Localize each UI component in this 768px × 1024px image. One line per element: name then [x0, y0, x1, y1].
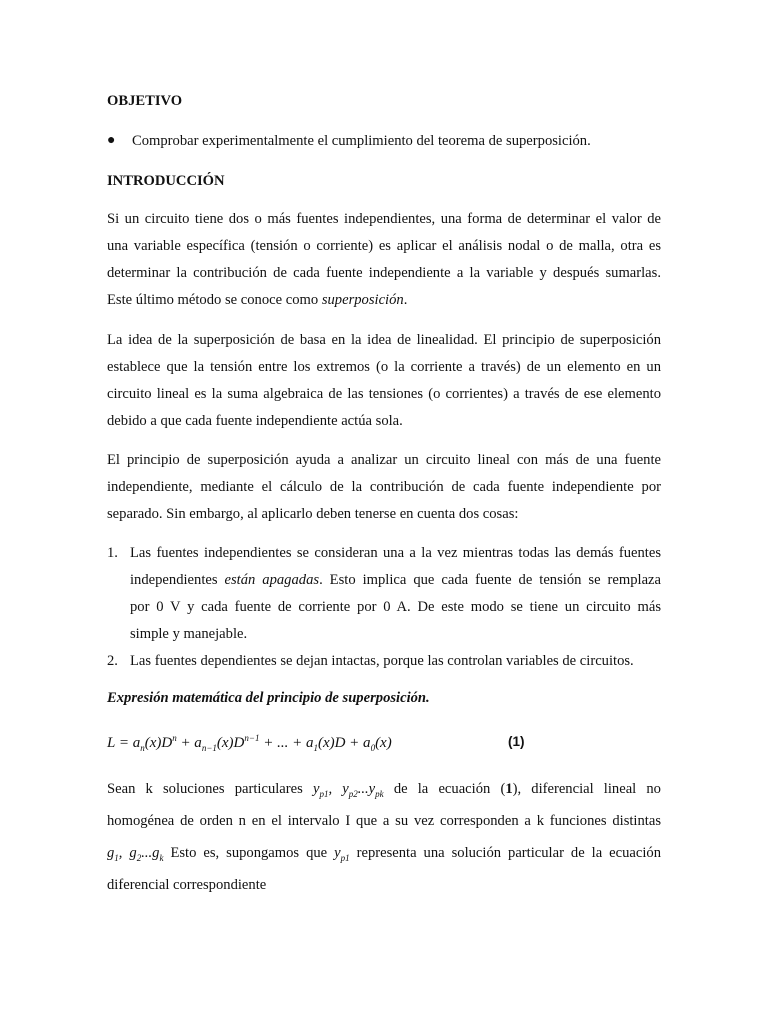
objetivo-heading: OBJETIVO	[107, 93, 183, 109]
text-run: de la ecuación (	[393, 781, 506, 797]
list-line	[130, 567, 661, 594]
list-number: 1.	[107, 545, 118, 561]
emphasis-superposicion: superposición	[321, 292, 404, 308]
paragraph-line: una variable específica (tensión o corriente) es aplicar el análisis nodal o de malla, otra es	[107, 238, 661, 254]
list-line: por 0 V y cada fuente de corriente por 0 A. De este modo se tiene un circuito más	[130, 599, 661, 615]
list-number: 2.	[107, 653, 118, 669]
paragraph-line: Si un circuito tiene dos o más fuentes independientes, una forma de determinar el valor de	[107, 211, 661, 227]
objetivo-bullet-text: Comprobar experimentalmente el cumplimiento del teorema de superposición.	[132, 133, 591, 149]
paragraph-line	[107, 773, 661, 805]
paragraph-line: El principio de superposición ayuda a analizar un circuito lineal con más de una fuente	[107, 452, 661, 468]
bullet-icon: ●	[107, 133, 116, 148]
math-ypk: $y_{p1}$, $y_{p2}...y_{pk}$	[312, 781, 384, 799]
paragraph-line: La idea de la superposición de basa en la idea de linealidad. El principio de superposición	[107, 332, 661, 348]
paragraph-line: diferencial correspondiente	[107, 877, 267, 893]
paragraph-line: independiente, mediante el cálculo de la contribución de cada fuente independiente por	[107, 479, 661, 495]
text-run: representa una solución particular de la ecuación	[356, 845, 662, 861]
text-run: Este último método se conoce como	[107, 292, 322, 308]
paragraph-line	[107, 287, 661, 314]
paragraph-line: circuito lineal es la suma algebraica de las tensiones (o corrientes) a través de ese elemento	[107, 386, 661, 402]
expresion-subtitle: Expresión matemática del principio de superposición.	[107, 690, 430, 706]
paragraph-line: debido a que cada fuente independiente actúa sola.	[107, 413, 403, 429]
math-gk: $g_1$, $g_2...g_k$	[107, 845, 164, 863]
text-run: Sean k soluciones particulares	[107, 781, 303, 797]
equation-1: $L = a_n(x)D^n + a_{n-1}(x)D^{n-1}$ + ... + $a_1(x)D + a_0(x)$	[107, 733, 392, 753]
objetivo-bullet	[107, 133, 667, 150]
list-line: simple y manejable.	[130, 626, 248, 642]
equation-ref: 1	[505, 781, 513, 797]
text-run: . Esto implica que cada fuente de tensión se remplaza	[319, 572, 661, 588]
intro-paragraph-3	[107, 447, 661, 528]
text-run: ), diferencial lineal no	[512, 781, 661, 797]
introduccion-heading: INTRODUCCIÓN	[107, 173, 225, 189]
paragraph-line: homogénea de orden n en el intervalo I que a su vez corresponden a k funciones distintas	[107, 813, 661, 829]
numbered-list	[107, 540, 661, 675]
list-line: Las fuentes dependientes se dejan intactas, porque las controlan variables de circuitos.	[130, 653, 634, 669]
math-yp1: $y_{p1}$	[334, 845, 350, 863]
emphasis-apagadas: están apagadas	[224, 572, 320, 588]
list-item	[107, 648, 661, 675]
paragraph-line: determinar la contribución de cada fuente independiente a la variable y después sumarlas.	[107, 265, 661, 281]
text-run: Esto es, supongamos que	[170, 845, 328, 861]
intro-paragraph-2	[107, 327, 661, 435]
text-run: .	[403, 292, 408, 308]
paragraph-line	[107, 837, 661, 869]
text-run: independientes	[130, 572, 225, 588]
expresion-paragraph	[107, 773, 661, 901]
list-item	[107, 540, 661, 648]
paragraph-line: establece que la tensión entre los extremos (o la corriente a través) de un elemento en un	[107, 359, 661, 375]
equation-number: (1)	[508, 734, 525, 749]
list-line: Las fuentes independientes se consideran una a la vez mientras todas las demás fuentes	[130, 545, 661, 561]
paragraph-line: separado. Sin embargo, al aplicarlo deben tenerse en cuenta dos cosas:	[107, 506, 519, 522]
intro-paragraph-1	[107, 206, 661, 314]
